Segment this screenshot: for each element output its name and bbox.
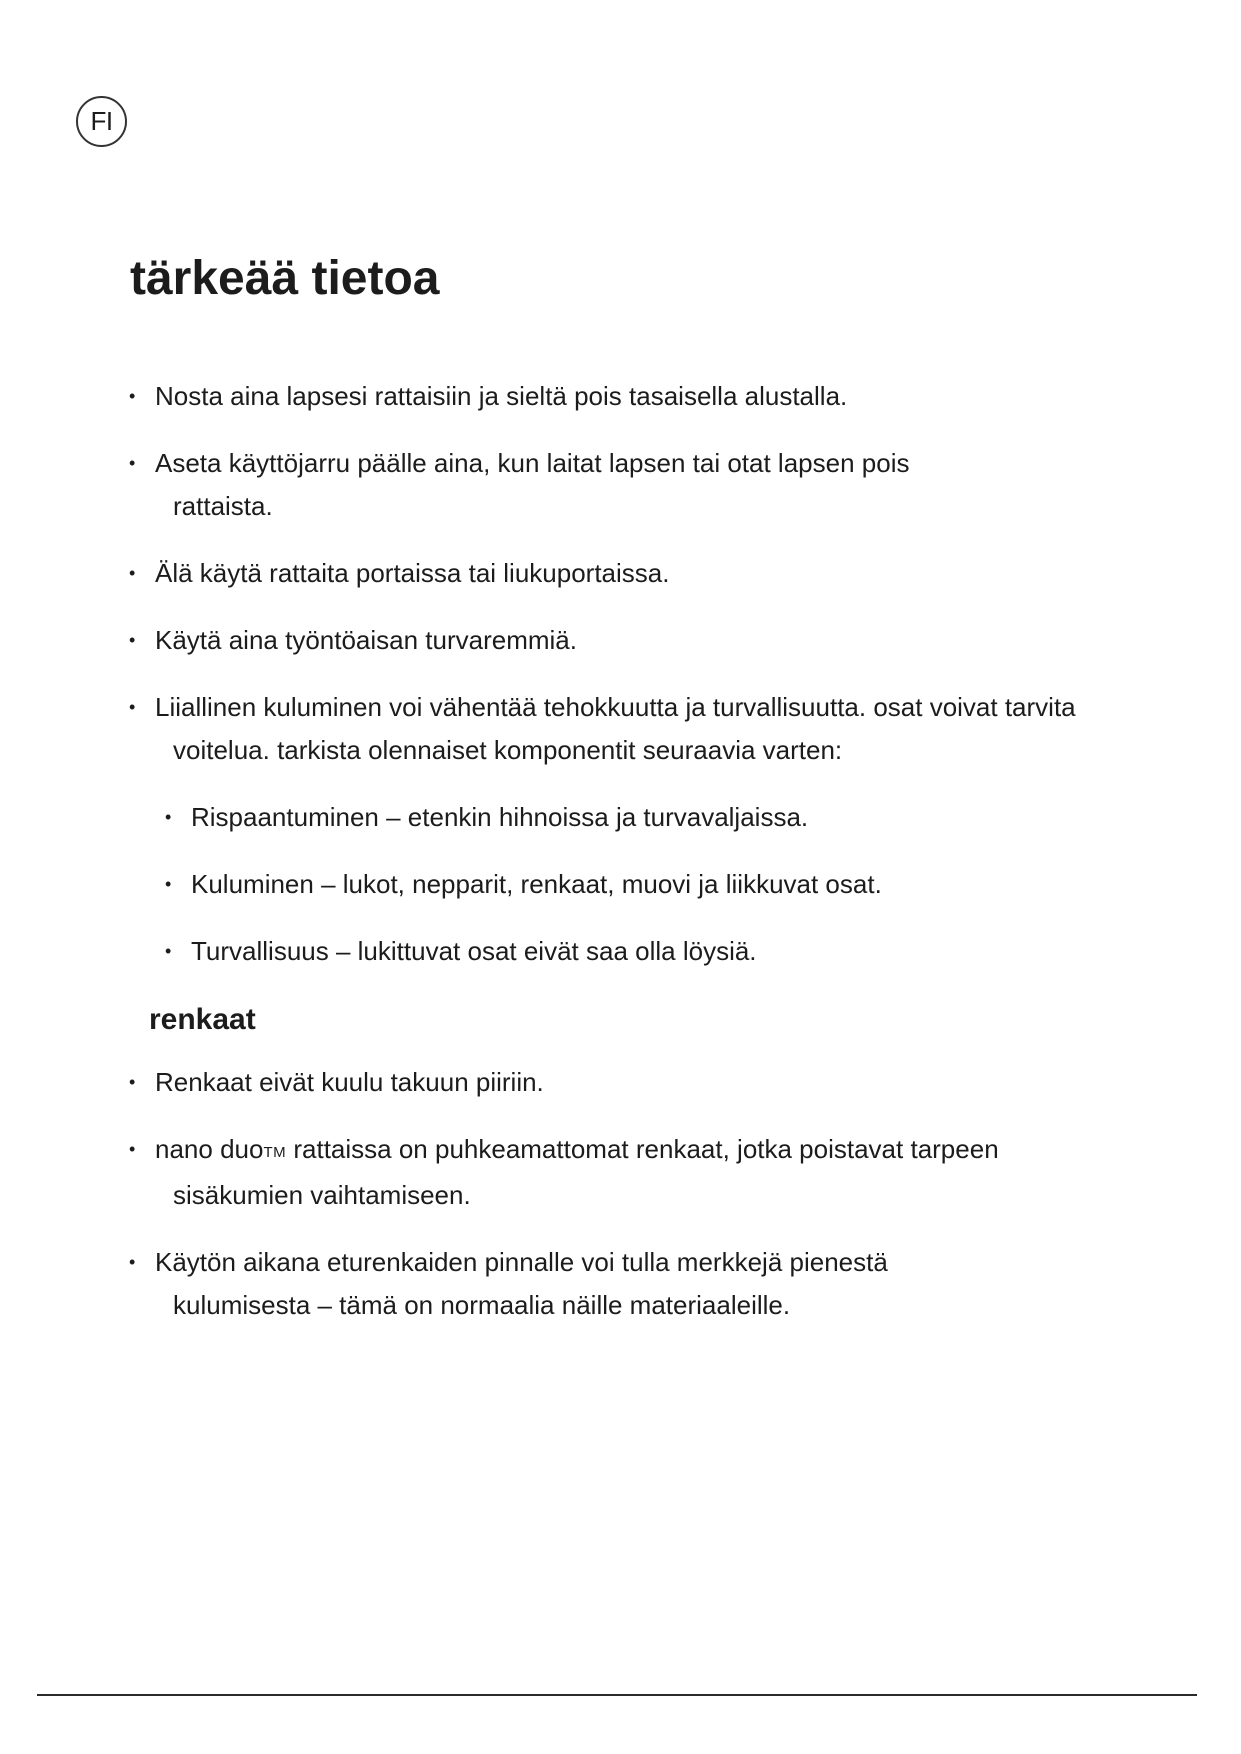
list-item-text [155, 1128, 1115, 1217]
bullet-icon: • [129, 1139, 136, 1159]
bullet-icon: • [165, 941, 172, 961]
list-item [125, 619, 1125, 662]
puncture-proof-text: rattaissa on puhkeamattomat renkaat, jotka poistavat tarpeen sisäkumien vaihtamiseen. [173, 1134, 999, 1210]
list-item-text: Käytön aikana eturenkaiden pinnalle voi tulla merkkejä pienestä kulumisesta – tämä on normaalia näille materiaaleille. [155, 1247, 888, 1320]
sub-list-item-text: Rispaantuminen – etenkin hihnoissa ja turvavaljaissa. [191, 802, 809, 832]
list-item-text: Renkaat eivät kuulu takuun piiriin. [155, 1067, 544, 1097]
language-code: FI [90, 106, 113, 136]
list-item [125, 1128, 1115, 1217]
list-item-text: Käytä aina työntöaisan turvaremmiä. [155, 625, 577, 655]
important-info-content [125, 375, 1125, 1351]
list-item [125, 686, 1115, 772]
list-item [125, 552, 1125, 595]
sub-list-item-text: Turvallisuus – lukittuvat osat eivät saa olla löysiä. [191, 936, 757, 966]
bullet-icon: • [165, 807, 172, 827]
bullet-icon: • [129, 1072, 136, 1092]
bullet-icon: • [129, 453, 136, 473]
list-item [125, 1061, 1125, 1104]
language-badge [76, 96, 127, 147]
list-item [125, 1241, 1005, 1327]
bullet-icon: • [165, 874, 172, 894]
sub-list-item [125, 863, 1125, 906]
sub-list-item-text: Kuluminen – lukot, nepparit, renkaat, muovi ja liikkuvat osat. [191, 869, 882, 899]
sub-list-item [125, 930, 1125, 973]
sub-list-item [125, 796, 1125, 839]
trademark-symbol: TM [263, 1144, 287, 1161]
section-heading-tyres: renkaat [149, 1003, 256, 1036]
list-item-text: Älä käytä rattaita portaissa tai liukuportaissa. [155, 558, 670, 588]
bullet-icon: • [129, 630, 136, 650]
list-item-text: Nosta aina lapsesi rattaisiin ja sieltä pois tasaisella alustalla. [155, 381, 848, 411]
list-item-text: Liiallinen kuluminen voi vähentää tehokkuutta ja turvallisuutta. osat voivat tarvita voitelua. tarkista olennaiset komponentit seuraavia varten: [155, 692, 1076, 765]
page-title: tärkeää tietoa [130, 252, 440, 305]
list-item-text: Aseta käyttöjarru päälle aina, kun laitat lapsen tai otat lapsen pois rattaista. [155, 448, 910, 521]
bullet-icon: • [129, 386, 136, 406]
bullet-icon: • [129, 563, 136, 583]
footer-divider [37, 1694, 1197, 1696]
list-item [125, 442, 915, 528]
bullet-icon: • [129, 697, 136, 717]
bullet-icon: • [129, 1252, 136, 1272]
product-name: nano duo [155, 1134, 264, 1164]
list-item [125, 375, 1125, 418]
